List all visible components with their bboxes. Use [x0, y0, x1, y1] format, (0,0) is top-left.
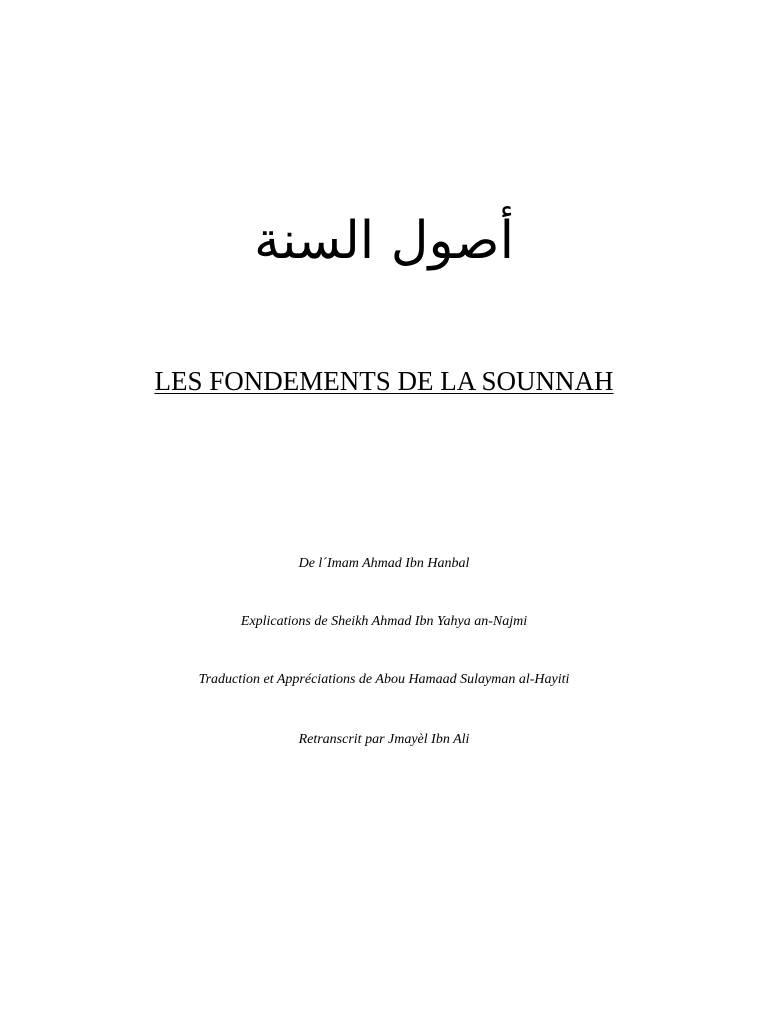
author-credit: De l´Imam Ahmad Ibn Hanbal	[298, 556, 470, 571]
arabic-title: أصول السنة	[253, 211, 515, 271]
page-title-text: LES FONDEMENTS DE LA SOUNNAH	[154, 366, 614, 396]
page-title	[0, 364, 768, 398]
transcription-credit: Retranscrit par Jmayèl Ibn Ali	[298, 732, 470, 747]
translation-credit: Traduction et Appréciations de Abou Hamaad Sulayman al-Hayiti	[198, 672, 570, 687]
explanations-credit: Explications de Sheikh Ahmad Ibn Yahya an-Najmi	[240, 614, 528, 629]
